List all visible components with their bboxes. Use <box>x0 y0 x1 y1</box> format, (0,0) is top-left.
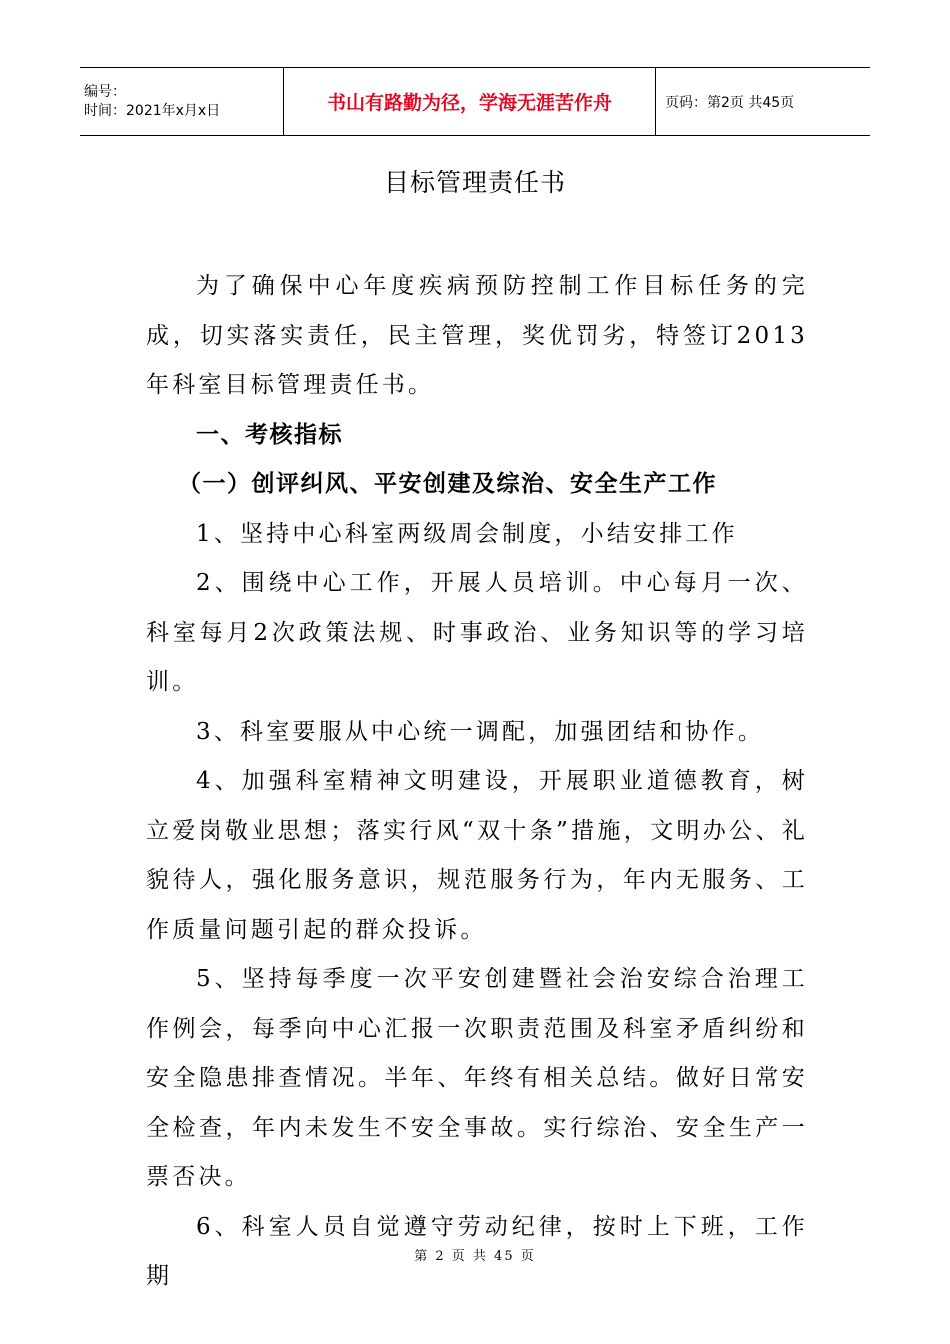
number-label: 编号： <box>84 83 126 100</box>
item-2: 2、围绕中心工作，开展人员培训。中心每月一次、科室每月2次政策法规、时事政治、业务知识等的学习培训。 <box>146 570 808 695</box>
document-title: 目标管理责任书 <box>383 168 566 197</box>
item-5: 5、坚持每季度一次平安创建暨社会治安综合治理工作例会，每季向中心汇报一次职责范围及科室矛盾纠纷和安全隐患排查情况。半年、年终有相关总结。做好日常安全检查，年内未发生不安全事故。实行综治、安全生产一票否决。 <box>146 966 808 1190</box>
page-footer: 第 2 页 共 45 页 <box>414 1249 536 1264</box>
page-header <box>80 67 870 136</box>
section-heading: 一、考核指标 <box>196 421 343 448</box>
item-6: 6、科室人员自觉遵守劳动纪律，按时上下班，工作期 <box>146 1213 808 1289</box>
header-info <box>80 68 283 135</box>
time-label: 时间：2021年x月x日 <box>84 102 221 119</box>
intro-paragraph: 为了确保中心年度疾病预防控制工作目标任务的完成，切实落实责任，民主管理，奖优罚劣，特签订2013年科室目标管理责任书。 <box>146 273 808 398</box>
header-motto: 书山有路勤为径，学海无涯苦作舟 <box>283 68 656 135</box>
item-3: 3、科室要服从中心统一调配，加强团结和协作。 <box>196 718 765 745</box>
header-page-label: 页码：第2页 共45页 <box>665 94 795 111</box>
subsection-heading: （一）创评纠风、平安创建及综治、安全生产工作 <box>178 471 717 497</box>
document-body <box>146 262 808 1302</box>
item-4: 4、加强科室精神文明建设，开展职业道德教育，树立爱岗敬业思想；落实行风“双十条”措施，文明办公、礼貌待人，强化服务意识，规范服务行为，年内无服务、工作质量问题引起的群众投诉。 <box>146 768 808 943</box>
item-1: 1、坚持中心科室两级周会制度，小结安排工作 <box>196 520 738 547</box>
